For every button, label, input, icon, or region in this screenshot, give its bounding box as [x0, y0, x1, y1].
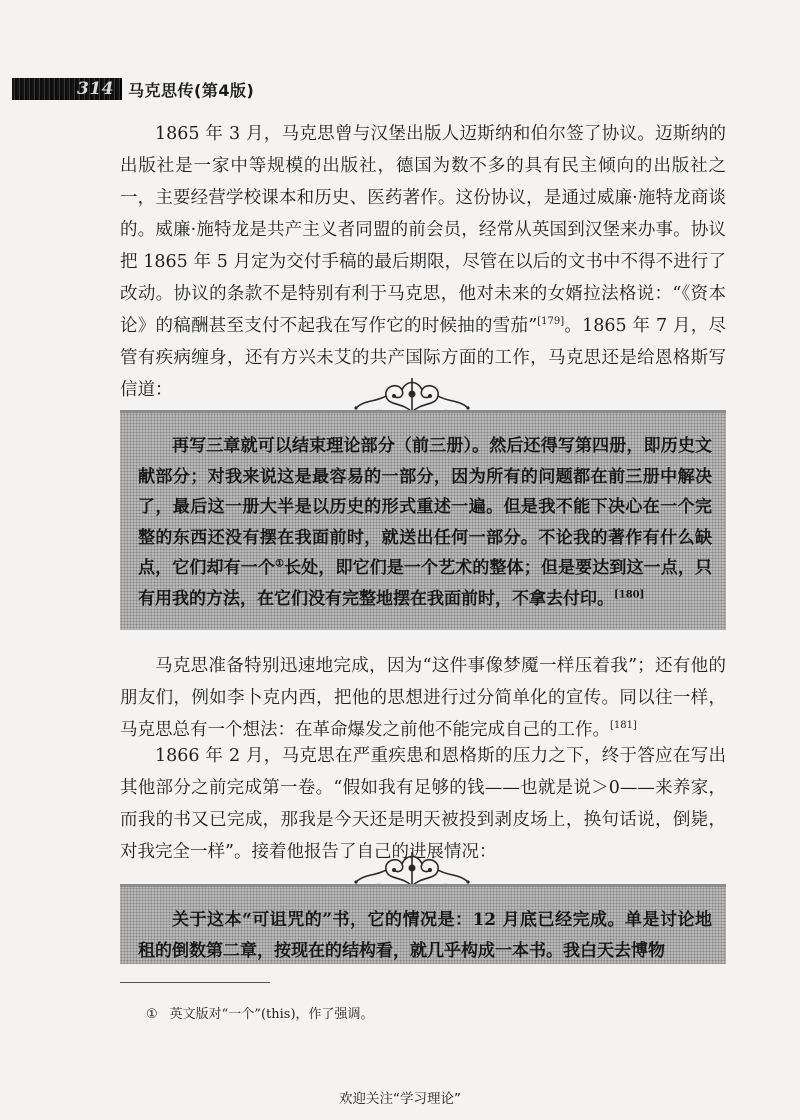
- quote-text-part: 摆在我面前时，不拿去付印。: [393, 588, 614, 609]
- quote-block-1: [120, 410, 726, 630]
- quote-text-part: 关于这本“可诅咒的”书，它的情况是：12 月底已经: [172, 910, 573, 930]
- running-head: [12, 76, 302, 102]
- quote-text-part: 。单是讨论地租的倒数第二章，按现在的结构看，就几乎构成一本书。我白天去博物: [138, 910, 713, 961]
- book-title: 马克思传(第4版): [128, 80, 255, 100]
- running-head-bar: [12, 78, 122, 100]
- quote-text-part: 再写三章就可以结束理论部分（前三册）。然后还得写第四册，即历史文献部分；对我来说这是最容易的一部分，因为所有的问题都在前三册中解决了，最后这一册大半是以历史的形式重述一遍。但是我不能下决心在一个完整的东西还没有摆在我面前时，就送出任何一部分。不论我的著作有什么缺点，它们却有一个: [138, 436, 712, 578]
- quote-text: [120, 431, 726, 614]
- body-paragraph-2: [120, 650, 726, 746]
- paragraph-text: 马克思准备特别迅速地完成，因为“这件事像梦魇一样压着我”；还有他的朋友们，例如李卜克内西，把他的思想进行过分简单化的宣传。同以往一样，马克思总有一个想法：在革命爆发之前他不能完成自己的工作。: [120, 656, 726, 740]
- emphasis-text: 完成: [572, 910, 608, 930]
- footnote-text: 英文版对“一个”(this)，作了强调。: [169, 1007, 374, 1022]
- footnote: [146, 1003, 374, 1022]
- footnote-marker[interactable]: ①: [274, 558, 285, 570]
- paragraph-text: 1865 年 3 月，马克思曾与汉堡出版人迈斯纳和伯尔签了协议。迈斯纳的出版社是一家中等规模的出版社，德国为数不多的具有民主倾向的出版社之一，主要经营学校课本和历史、医药著作。这份协议，是通过威廉·施特龙商谈的。威廉·施特龙是共产主义者同盟的前会员，经常从英国到汉堡来办事。协议把 1865 年 5 月定为交付手稿的最后期限，尽管在以后的文书中不得不进行了改动。协议的条款不是特别有利于马克思，他对未来的女婿拉法格说：“《资本论》的稿酬甚至支付不起我在写作它的时候抽的雪茄”: [120, 124, 726, 336]
- quote-text-part: 长处，即它们是一个艺术的整体；但是要达到这一点，只有用我的方法，在它们没有: [138, 558, 713, 609]
- paragraph-text: 1866 年 2 月，马克思在严重疾患和恩格斯的压力之下，终于答应在写出其他部分之前完成第一卷。“假如我有足够的钱——也就是说＞0——来养家，而我的书又已完成，那我是今天还是明天被投到剥皮场上，换句话说，倒毙，对我完全一样”。接着他报告了自己的进展情况：: [120, 746, 726, 862]
- emphasis-text: 完整地: [342, 588, 393, 609]
- citation-ref: [179]: [537, 316, 565, 328]
- footnote-marker: ①: [146, 1007, 158, 1022]
- footnote-divider: [120, 982, 270, 983]
- body-paragraph-1: [120, 118, 726, 406]
- citation-ref: [181]: [610, 720, 637, 732]
- citation-ref: [180]: [614, 588, 645, 600]
- footer-note: 欢迎关注“学习理论”: [339, 1091, 461, 1107]
- quote-text: [120, 905, 726, 964]
- paragraph-text-continued: 。1865 年 7 月，尽管有疾病缠身，还有方兴未艾的共产国际方面的工作，马克思还是给恩格斯写信道：: [120, 316, 726, 400]
- quote-block-2: [120, 884, 726, 964]
- page-number: 314: [77, 79, 114, 99]
